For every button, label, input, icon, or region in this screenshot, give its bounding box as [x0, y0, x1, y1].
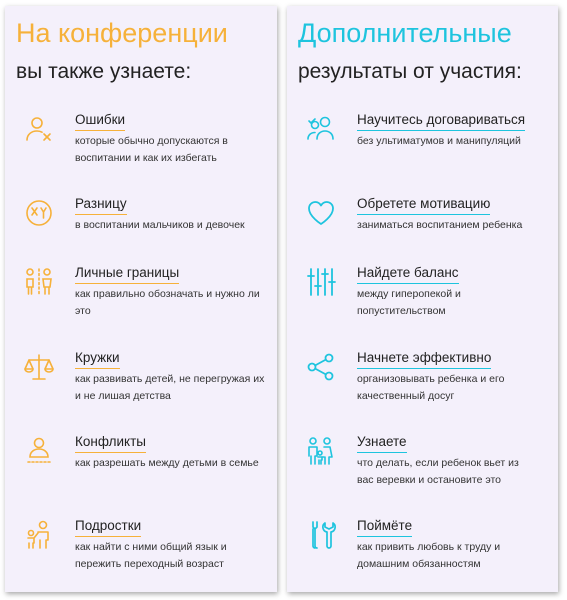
item-description: как найти с ними общий язык и пережить переходный возраст	[75, 541, 227, 570]
item-title: Научитесь договариваться	[357, 111, 525, 131]
item-title: Узнаете	[357, 433, 407, 453]
item-title: Подростки	[75, 517, 141, 537]
item-description: как привить любовь к труду и домашним обязанностям	[357, 541, 501, 570]
item-description: как развивать детей, не перегружая их и не лишая детства	[75, 373, 265, 402]
item-title: Обретете мотивацию	[357, 195, 490, 215]
item-description: которые обычно допускаются в воспитании и как их избегать	[75, 135, 228, 164]
item-description: что делать, если ребенок вьет из вас веревки и остановите это	[357, 457, 519, 486]
list-item	[5, 433, 277, 503]
list-item	[287, 433, 558, 503]
card-subtitle: вы также узнаете:	[16, 60, 192, 83]
item-description: как разрешать между детьми в семье	[75, 457, 259, 469]
card-subtitle: результаты от участия:	[298, 60, 522, 83]
users-check-icon	[306, 114, 336, 144]
list-item	[287, 349, 558, 419]
item-title: Кружки	[75, 349, 120, 369]
list-item	[287, 195, 558, 265]
card-title: На конференции	[16, 18, 228, 48]
item-description: без ультиматумов и манипуляций	[357, 135, 521, 147]
item-description: как правильно обозначать и нужно ли это	[75, 288, 260, 317]
list-item	[5, 195, 277, 265]
conference-card	[5, 6, 277, 592]
family-icon	[306, 436, 336, 466]
heart-icon	[306, 198, 336, 228]
results-card	[287, 6, 558, 592]
list-item	[5, 517, 277, 587]
sliders-icon	[306, 267, 336, 297]
item-title: Найдете баланс	[357, 264, 459, 284]
item-title: Начнете эффективно	[357, 349, 491, 369]
card-title: Дополнительные	[298, 18, 512, 48]
item-title: Конфликты	[75, 433, 146, 453]
list-item	[287, 111, 558, 181]
list-item	[5, 264, 277, 334]
list-item	[5, 349, 277, 419]
share-icon	[306, 352, 336, 382]
tools-icon	[306, 520, 336, 550]
item-title: Личные границы	[75, 264, 179, 284]
item-description: организовывать ребенка и его качественный досуг	[357, 373, 505, 402]
family-boundaries-icon	[24, 267, 54, 297]
list-item	[287, 264, 558, 334]
list-item	[5, 111, 277, 181]
list-item	[287, 517, 558, 587]
item-description: заниматься воспитанием ребенка	[357, 219, 523, 231]
gender-xy-icon	[24, 198, 54, 228]
item-title: Ошибки	[75, 111, 125, 131]
item-description: между гиперопекой и попустительством	[357, 288, 461, 317]
item-title: Поймёте	[357, 517, 412, 537]
person-podium-icon	[24, 436, 54, 466]
item-title: Разницу	[75, 195, 127, 215]
item-description: в воспитании мальчиков и девочек	[75, 219, 245, 231]
user-x-icon	[24, 114, 54, 144]
scales-icon	[24, 352, 54, 382]
parent-child-icon	[24, 520, 54, 550]
